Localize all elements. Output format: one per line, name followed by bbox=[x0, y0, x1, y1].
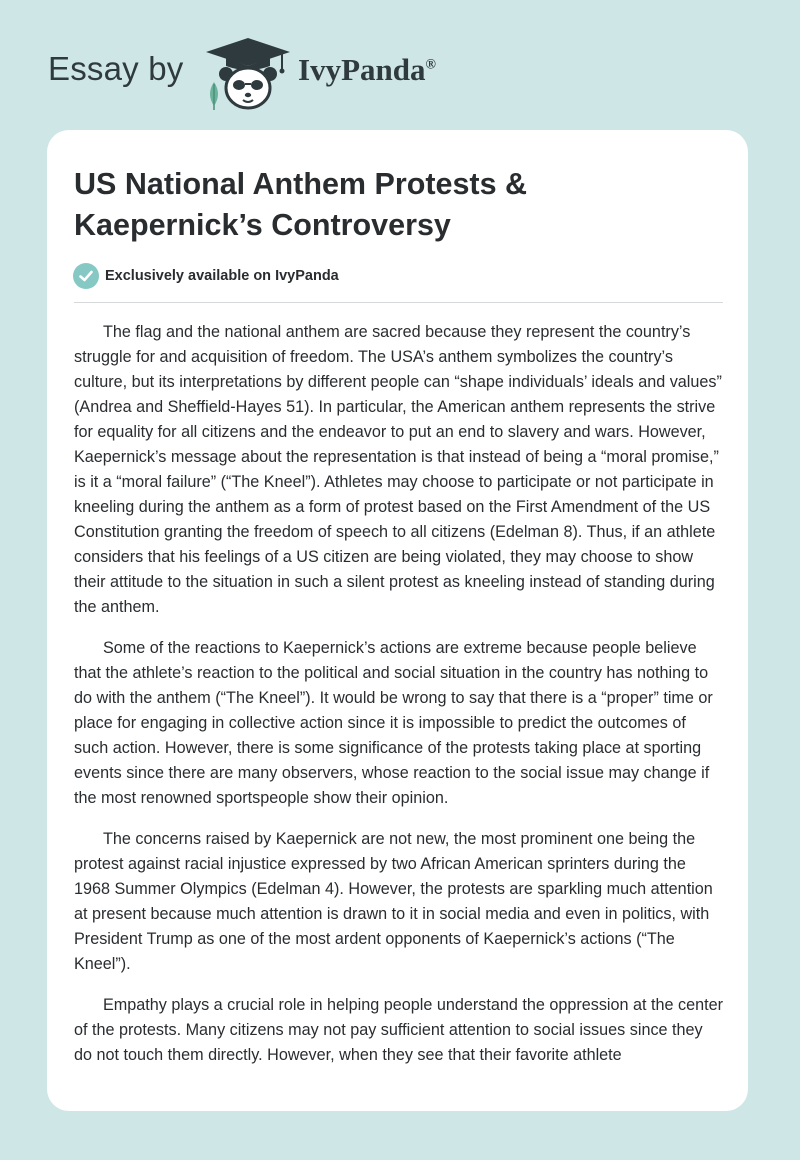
brand-name: IvyPanda® bbox=[298, 52, 436, 87]
brand-prefix: Essay by bbox=[48, 50, 184, 87]
exclusive-badge-text: Exclusively available on IvyPanda bbox=[105, 268, 339, 284]
essay-title: US National Anthem Protests & Kaepernick’s Controversy bbox=[74, 167, 528, 242]
paragraph: Some of the reactions to Kaepernick’s actions are extreme because people believe that the athlete’s reaction to the political and social situation in the country has nothing to do with the anthem (“The Kneel”). It would be wrong to say that there is a “proper” time or place for engaging in collective action since it is impossible to predict the outcomes of such action. However, there is some significance of the protests taking place at sporting events since there are many observers, whose reaction to the social issue may change if the most renowned sportspeople show their opinion. bbox=[74, 639, 713, 807]
title-divider bbox=[74, 302, 723, 303]
registered-mark: ® bbox=[425, 57, 436, 73]
brand-logo[interactable] bbox=[48, 30, 568, 110]
checkmark-icon bbox=[73, 263, 99, 289]
paragraph: Empathy plays a crucial role in helping people understand the oppression at the center of the protests. Many citizens may not pay sufficient attention to social issues since they do not touch them directly. However, when they see that their favorite athlete bbox=[74, 996, 724, 1064]
paragraph: The concerns raised by Kaepernick are not new, the most prominent one being the protest against racial injustice expressed by two African American sprinters during the 1968 Summer Olympics (Edelman 4). However, the protests are sparkling much attention at present because much attention is drawn to it in social media and even in politics, with President Trump as one of the most ardent opponents of Kaepernick’s actions (“The Kneel”). bbox=[74, 830, 713, 973]
paragraph: The flag and the national anthem are sacred because they represent the country’s struggle for and acquisition of freedom. The USA’s anthem symbolizes the country’s culture, but its interpretations by different people can “shape individuals’ ideals and values” (Andrea and Sheffield-Hayes 51). In particular, the American anthem represents the strive for equality for all citizens and the endeavor to put an end to slavery and wars. However, Kaepernick’s message about the representation is that instead of being a “moral promise,” is it a “moral failure” (“The Kneel”). Athletes may choose to participate or not participate in kneeling during the anthem as a form of protest based on the First Amendment of the US Constitution granting the freedom of speech to all citizens (Edelman 8). Thus, if an athlete considers that his feelings of a US citizen are being violated, they may choose to show their attitude to the situation in such a silent protest as kneeling instead of standing during the anthem. bbox=[74, 323, 722, 616]
essay-card bbox=[47, 130, 748, 1111]
essay-body bbox=[74, 320, 724, 1084]
panda-graduate-icon bbox=[200, 36, 296, 112]
